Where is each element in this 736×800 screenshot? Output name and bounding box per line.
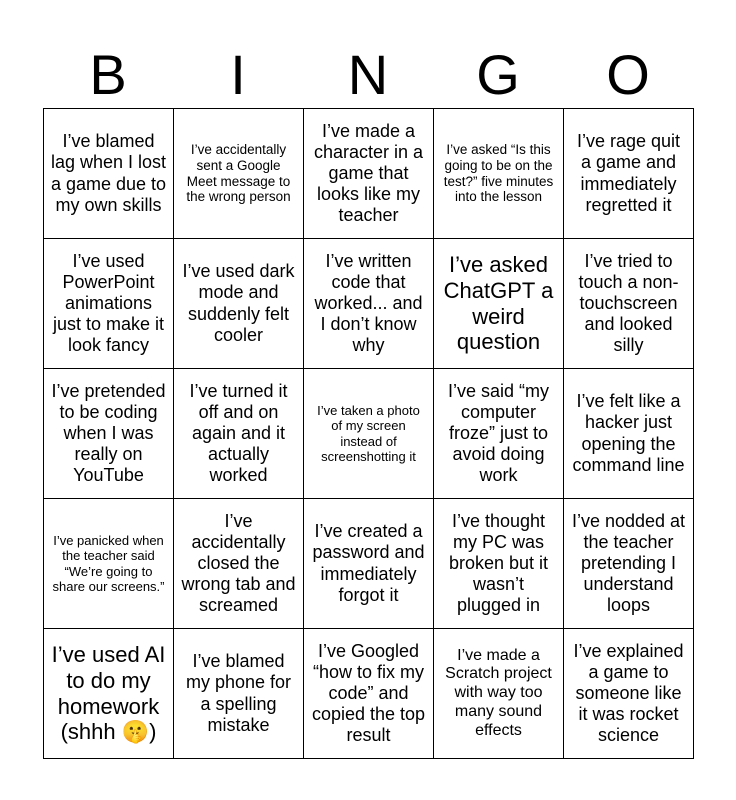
cell-text: I’ve pretended to be coding when I was really on YouTube [51,380,166,486]
cell-text: I’ve blamed lag when I lost a game due to my own skills [50,131,167,215]
bingo-cell[interactable] [433,498,564,629]
bingo-cell[interactable] [563,628,694,759]
cell-text: I’ve turned it off and on again and it actually worked [189,380,288,486]
header-letter-b: B [89,43,127,106]
bingo-cell[interactable] [173,108,304,239]
bingo-cell[interactable] [433,238,564,369]
bingo-cell[interactable] [433,108,564,239]
header-letter-i: I [230,43,246,106]
cell-text: I’ve taken a photo of my screen instead of screenshotting it [317,403,420,464]
bingo-cell[interactable] [303,238,434,369]
cell-text: I’ve tried to touch a non-touchscreen and looked silly [578,250,679,356]
cell-text: I’ve made a character in a game that looks like my teacher [313,120,424,226]
bingo-cell[interactable] [563,238,694,369]
header-letter-g: G [476,43,520,106]
cell-text: I’ve thought my PC was broken but it wasn’t plugged in [448,510,549,616]
cell-text: I’ve used AI to do my homework (shhh 🤫) [51,642,166,745]
bingo-cell[interactable] [433,628,564,759]
cell-text: I’ve asked ChatGPT a weird question [443,252,554,355]
cell-text: I’ve explained a game to someone like it was rocket science [573,640,684,746]
bingo-cell[interactable] [43,628,174,759]
cell-text: I’ve nodded at the teacher pretending I understand loops [571,510,686,616]
cell-text: I’ve written code that worked... and I don’t know why [314,250,423,356]
bingo-cell[interactable] [563,498,694,629]
cell-text: I’ve blamed my phone for a spelling mistake [185,651,292,735]
bingo-cell[interactable] [43,108,174,239]
bingo-cell[interactable] [43,238,174,369]
bingo-cell[interactable] [433,368,564,499]
cell-text: I’ve rage quit a game and immediately regretted it [576,131,681,215]
bingo-cell[interactable] [173,238,304,369]
bingo-cell[interactable] [563,108,694,239]
bingo-cell[interactable] [303,498,434,629]
bingo-cell[interactable] [563,368,694,499]
bingo-header [43,42,693,108]
cell-text: I’ve asked “Is this going to be on the test?” five minutes into the lesson [443,141,554,205]
cell-text: I’ve Googled “how to fix my code” and copied the top result [311,640,426,746]
bingo-cell[interactable] [173,498,304,629]
cell-text: I’ve felt like a hacker just opening the command line [572,391,685,475]
bingo-cell[interactable] [173,368,304,499]
cell-text: I’ve used dark mode and suddenly felt cooler [182,261,295,345]
bingo-cell[interactable] [173,628,304,759]
cell-text: I’ve said “my computer froze” just to avoid doing work [447,380,550,486]
bingo-cell[interactable] [303,628,434,759]
bingo-cell[interactable] [303,368,434,499]
cell-text: I’ve made a Scratch project with way too many sound effects [445,646,552,739]
bingo-cell[interactable] [43,498,174,629]
cell-text: I’ve created a password and immediately forgot it [312,521,425,605]
header-letter-o: O [606,43,650,106]
cell-text: I’ve accidentally closed the wrong tab and screamed [181,510,296,616]
cell-text: I’ve accidentally sent a Google Meet message to the wrong person [186,141,291,205]
bingo-board [43,108,693,758]
bingo-cell[interactable] [303,108,434,239]
cell-text: I’ve used PowerPoint animations just to make it look fancy [52,250,165,356]
cell-text: I’ve panicked when the teacher said “We’re going to share our screens.” [52,533,165,594]
header-letter-n: N [347,43,389,106]
bingo-cell[interactable] [43,368,174,499]
